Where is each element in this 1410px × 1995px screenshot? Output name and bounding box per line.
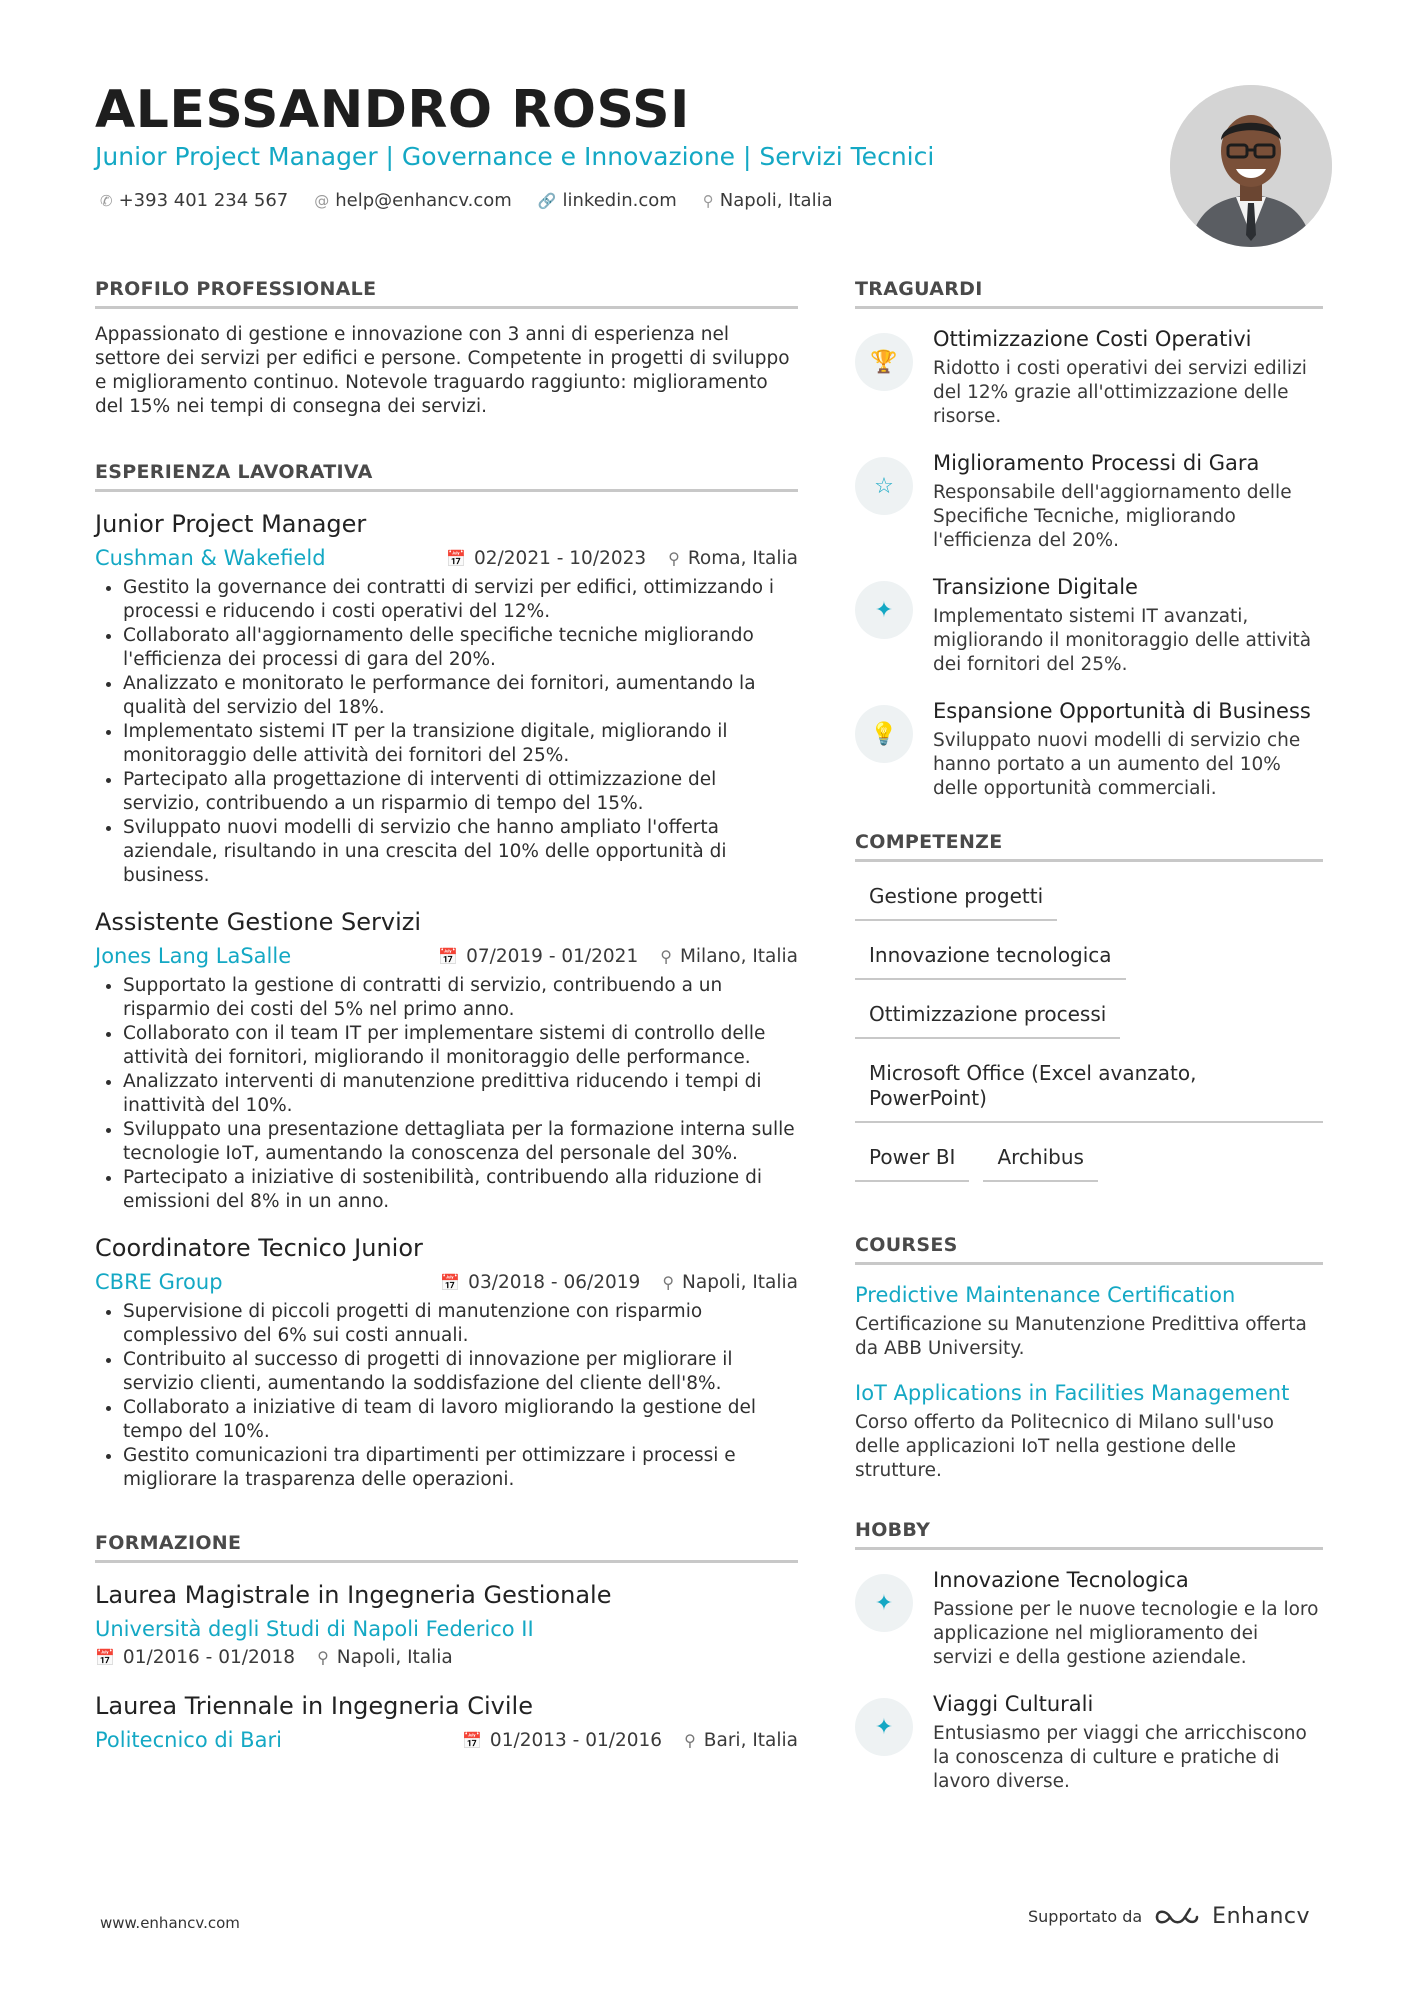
course-desc: Certificazione su Manutenzione Predittiva offerta da ABB University. [855,1314,1307,1359]
calendar-icon: 📅 [446,548,466,568]
job-meta [95,944,798,968]
job-bullet: • Sviluppato una presentazione dettagliata per la formazione interna sulle tecnologie IoT, aumentando la conoscenza del personale del 30%. [123,1118,798,1166]
achievement-desc: Ridotto i costi operativi dei servizi edilizi del 12% grazie all'ottimizzazione delle risorse. [933,358,1307,427]
achievement-title: Miglioramento Processi di Gara [933,451,1260,475]
hobby-body [933,1568,1323,1670]
achievement-body [933,699,1323,801]
achievement-desc: Sviluppato nuovi modelli di servizio che hanno portato a un aumento del 10% delle opportunità commerciali. [933,730,1301,799]
skill-tag: Archibus [983,1137,1097,1182]
achievement-desc: Implementato sistemi IT avanzati, migliorando il monitoraggio delle attività dei fornitori del 25%. [933,606,1312,675]
profile-section-title: PROFILO PROFESSIONALE [95,278,798,309]
course-item [855,1283,1323,1361]
phone-text: +393 401 234 567 [118,190,289,211]
at-icon: @ [314,191,330,210]
education-degree: Laurea Triennale in Ingegneria Civile [95,1692,533,1720]
skill-tag: Innovazione tecnologica [855,935,1126,980]
location-pin-icon: ⚲ [660,946,672,966]
achievement-item [855,699,1323,801]
location-pin-icon: ⚲ [317,1648,329,1667]
achievement-desc: Responsabile dell'aggiornamento delle Specifiche Tecniche, migliorando l'efficienza del 20%. [933,482,1292,551]
contact-email[interactable] [314,190,512,211]
achievement-item [855,327,1323,429]
star-icon: ☆ [855,457,913,515]
job-bullet: • Supportato la gestione di contratti di servizio, contribuendo a un risparmio dei costi del 5% nel primo anno. [123,974,798,1022]
job-location [668,548,798,569]
job-bullet: • Gestito comunicazioni tra dipartimenti per ottimizzare i processi e migliorare la trasparenza delle operazioni. [123,1444,798,1492]
lightbulb-icon: 💡 [855,705,913,763]
job-role: Assistente Gestione Servizi [95,908,422,936]
contact-linkedin[interactable] [538,190,677,211]
job-entry [95,510,798,888]
job-bullets [95,1300,798,1492]
job-company[interactable]: CBRE Group [95,1270,223,1294]
job-meta-right [446,548,798,569]
education-section [95,1532,798,1752]
education-degree: Laurea Magistrale in Ingegneria Gestionale [95,1581,612,1609]
footer-branding [1028,1904,1310,1929]
linkedin-text: linkedin.com [562,190,677,211]
hobby-desc: Entusiasmo per viaggi che arricchiscono la conoscenza di culture e pratiche di lavoro diverse. [933,1723,1307,1792]
skills-list [855,876,1323,1182]
location-pin-icon: ⚲ [668,548,680,568]
achievement-title: Espansione Opportunità di Business [933,699,1311,723]
job-dates-text: 02/2021 - 10/2023 [474,547,647,569]
phone-icon: ✆ [100,191,113,210]
location-text: Napoli, Italia [719,190,833,211]
job-bullet: • Supervisione di piccoli progetti di manutenzione con risparmio complessivo del 6% sui costi annuali. [123,1300,798,1348]
link-icon: 🔗 [537,191,557,210]
skills-section [855,831,1323,1182]
job-bullets [95,974,798,1214]
education-entry [95,1692,798,1752]
contact-bar [100,190,833,211]
hobby-item [855,1568,1323,1670]
courses-section-title: COURSES [855,1234,1323,1265]
experience-section-title: ESPERIENZA LAVORATIVA [95,461,798,492]
candidate-subtitle: Junior Project Manager | Governance e Innovazione | Servizi Tecnici [95,142,935,171]
job-bullet: • Gestito la governance dei contratti di servizi per edifici, ottimizzando i processi e riducendo i costi operativi del 12%. [123,576,798,624]
education-location-text: Bari, Italia [703,1729,798,1751]
job-entry [95,1234,798,1492]
contact-location [703,190,833,211]
job-location [660,946,798,967]
location-pin-icon: ⚲ [684,1730,696,1750]
job-bullet: • Analizzato e monitorato le performance dei fornitori, aumentando la qualità del servizio del 18%. [123,672,798,720]
job-dates [438,946,638,967]
skill-tag: Gestione progetti [855,876,1057,921]
achievement-item [855,451,1323,553]
job-bullet: • Collaborato a iniziative di team di lavoro migliorando la gestione del tempo del 10%. [123,1396,798,1444]
job-location-text: Milano, Italia [679,945,798,967]
education-dates [95,1647,295,1668]
job-bullet: • Partecipato a iniziative di sostenibilità, contribuendo alla riduzione di emissioni del 8% in un anno. [123,1166,798,1214]
footer-website[interactable]: www.enhancv.com [100,1914,240,1932]
job-bullet: • Implementato sistemi IT per la transizione digitale, migliorando il monitoraggio delle attività dei fornitori del 25%. [123,720,798,768]
hobby-section [855,1519,1323,1794]
profile-text: Appassionato di gestione e innovazione con 3 anni di esperienza nel settore dei servizi per edifici e persone. Competente in progetti di sviluppo e miglioramento continuo. Notevole traguardo raggiunto: miglioramento del 15% nei tempi di consegna dei servizi. [95,324,790,417]
hobby-title: Innovazione Tecnologica [933,1568,1189,1592]
location-pin-icon: ⚲ [702,191,714,210]
candidate-name: ALESSANDRO ROSSI [95,80,690,140]
skill-tag: Ottimizzazione processi [855,994,1120,1039]
job-dates [446,548,646,569]
education-dates [462,1730,662,1751]
email-text: help@enhancv.com [335,190,512,211]
education-school[interactable]: Politecnico di Bari [95,1728,282,1752]
education-dates-text: 01/2013 - 01/2016 [489,1729,663,1751]
job-dates-text: 07/2019 - 01/2021 [466,945,639,967]
job-dates [440,1272,640,1293]
skill-tag: Microsoft Office (Excel avanzato, PowerPoint) [855,1053,1323,1123]
achievement-title: Transizione Digitale [933,575,1138,599]
profile-photo [1170,85,1332,247]
achievement-item [855,575,1323,677]
education-meta [95,1647,798,1668]
job-bullet: • Sviluppato nuovi modelli di servizio che hanno ampliato l'offerta aziendale, risultando in una crescita del 10% delle opportunità di business. [123,816,798,888]
job-location-text: Napoli, Italia [682,1271,798,1293]
job-role: Coordinatore Tecnico Junior [95,1234,423,1262]
enhancv-logo-icon [1154,1906,1200,1928]
job-bullet: • Contribuito al successo di progetti di innovazione per migliorare il servizio clienti, aumentando la soddisfazione del cliente dell'8%. [123,1348,798,1396]
footer-powered-text: Supportato da [1028,1907,1143,1926]
calendar-icon: 📅 [462,1730,482,1750]
education-meta [462,1730,798,1751]
profile-section [95,278,798,419]
job-dates-text: 03/2018 - 06/2019 [468,1271,641,1293]
magic-wand-icon: ✦ [855,1698,913,1756]
job-entry [95,908,798,1214]
course-desc: Corso offerto da Politecnico di Milano sull'uso delle applicazioni IoT nella gestione delle strutture. [855,1412,1274,1481]
job-meta [95,1270,798,1294]
job-bullets [95,576,798,888]
education-dates-text: 01/2016 - 01/2018 [122,1647,296,1668]
calendar-icon: 📅 [438,946,459,966]
contact-phone[interactable] [100,190,288,211]
job-bullet: • Collaborato con il team IT per implementare sistemi di controllo delle attività dei fornitori, migliorando il monitoraggio delle performance. [123,1022,798,1070]
course-title[interactable]: IoT Applications in Facilities Management [855,1381,1290,1405]
course-item [855,1381,1323,1483]
right-column [855,278,1323,1816]
education-row [95,1728,798,1752]
course-title[interactable]: Predictive Maintenance Certification [855,1283,1236,1307]
courses-section [855,1234,1323,1483]
achievements-section-title: TRAGUARDI [855,278,1323,309]
achievement-body [933,575,1323,677]
location-pin-icon: ⚲ [662,1272,675,1292]
achievement-body [933,327,1323,429]
education-location [317,1647,453,1668]
job-location-text: Roma, Italia [687,547,798,569]
calendar-icon: 📅 [95,1648,115,1667]
left-column [95,278,798,1752]
education-school[interactable]: Università degli Studi di Napoli Federico II [95,1617,534,1641]
job-company[interactable]: Jones Lang LaSalle [95,944,292,968]
hobby-item [855,1692,1323,1794]
profile-photo-illustration [1170,85,1332,247]
job-meta-right [438,946,798,967]
magic-wand-icon: ✦ [855,581,913,639]
job-meta-right [440,1272,798,1293]
hobby-section-title: HOBBY [855,1519,1323,1550]
education-entry [95,1581,798,1668]
hobby-body [933,1692,1323,1794]
achievements-section [855,278,1323,801]
experience-section [95,461,798,1492]
skills-section-title: COMPETENZE [855,831,1323,862]
job-bullet: • Partecipato alla progettazione di interventi di ottimizzazione del servizio, contribuendo a un risparmio di tempo del 15%. [123,768,798,816]
job-role: Junior Project Manager [95,510,367,538]
skill-tag: Power BI [855,1137,969,1182]
achievement-body [933,451,1323,553]
trophy-icon: 🏆 [855,333,913,391]
education-location-text: Napoli, Italia [336,1647,453,1668]
job-bullet: • Collaborato all'aggiornamento delle specifiche tecniche migliorando l'efficienza dei processi di gara del 20%. [123,624,798,672]
education-location [684,1730,798,1751]
magic-wand-icon: ✦ [855,1574,913,1632]
footer-brand: Enhancv [1212,1904,1310,1929]
education-section-title: FORMAZIONE [95,1532,798,1563]
job-location [662,1272,798,1293]
job-bullet: • Analizzato interventi di manutenzione predittiva riducendo i tempi di inattività del 10%. [123,1070,798,1118]
job-meta [95,546,798,570]
job-company[interactable]: Cushman & Wakefield [95,546,326,570]
hobby-title: Viaggi Culturali [933,1692,1094,1716]
achievement-title: Ottimizzazione Costi Operativi [933,327,1252,351]
hobby-desc: Passione per le nuove tecnologie e la loro applicazione nel miglioramento dei servizi e della gestione aziendale. [933,1599,1319,1668]
calendar-icon: 📅 [440,1272,461,1292]
